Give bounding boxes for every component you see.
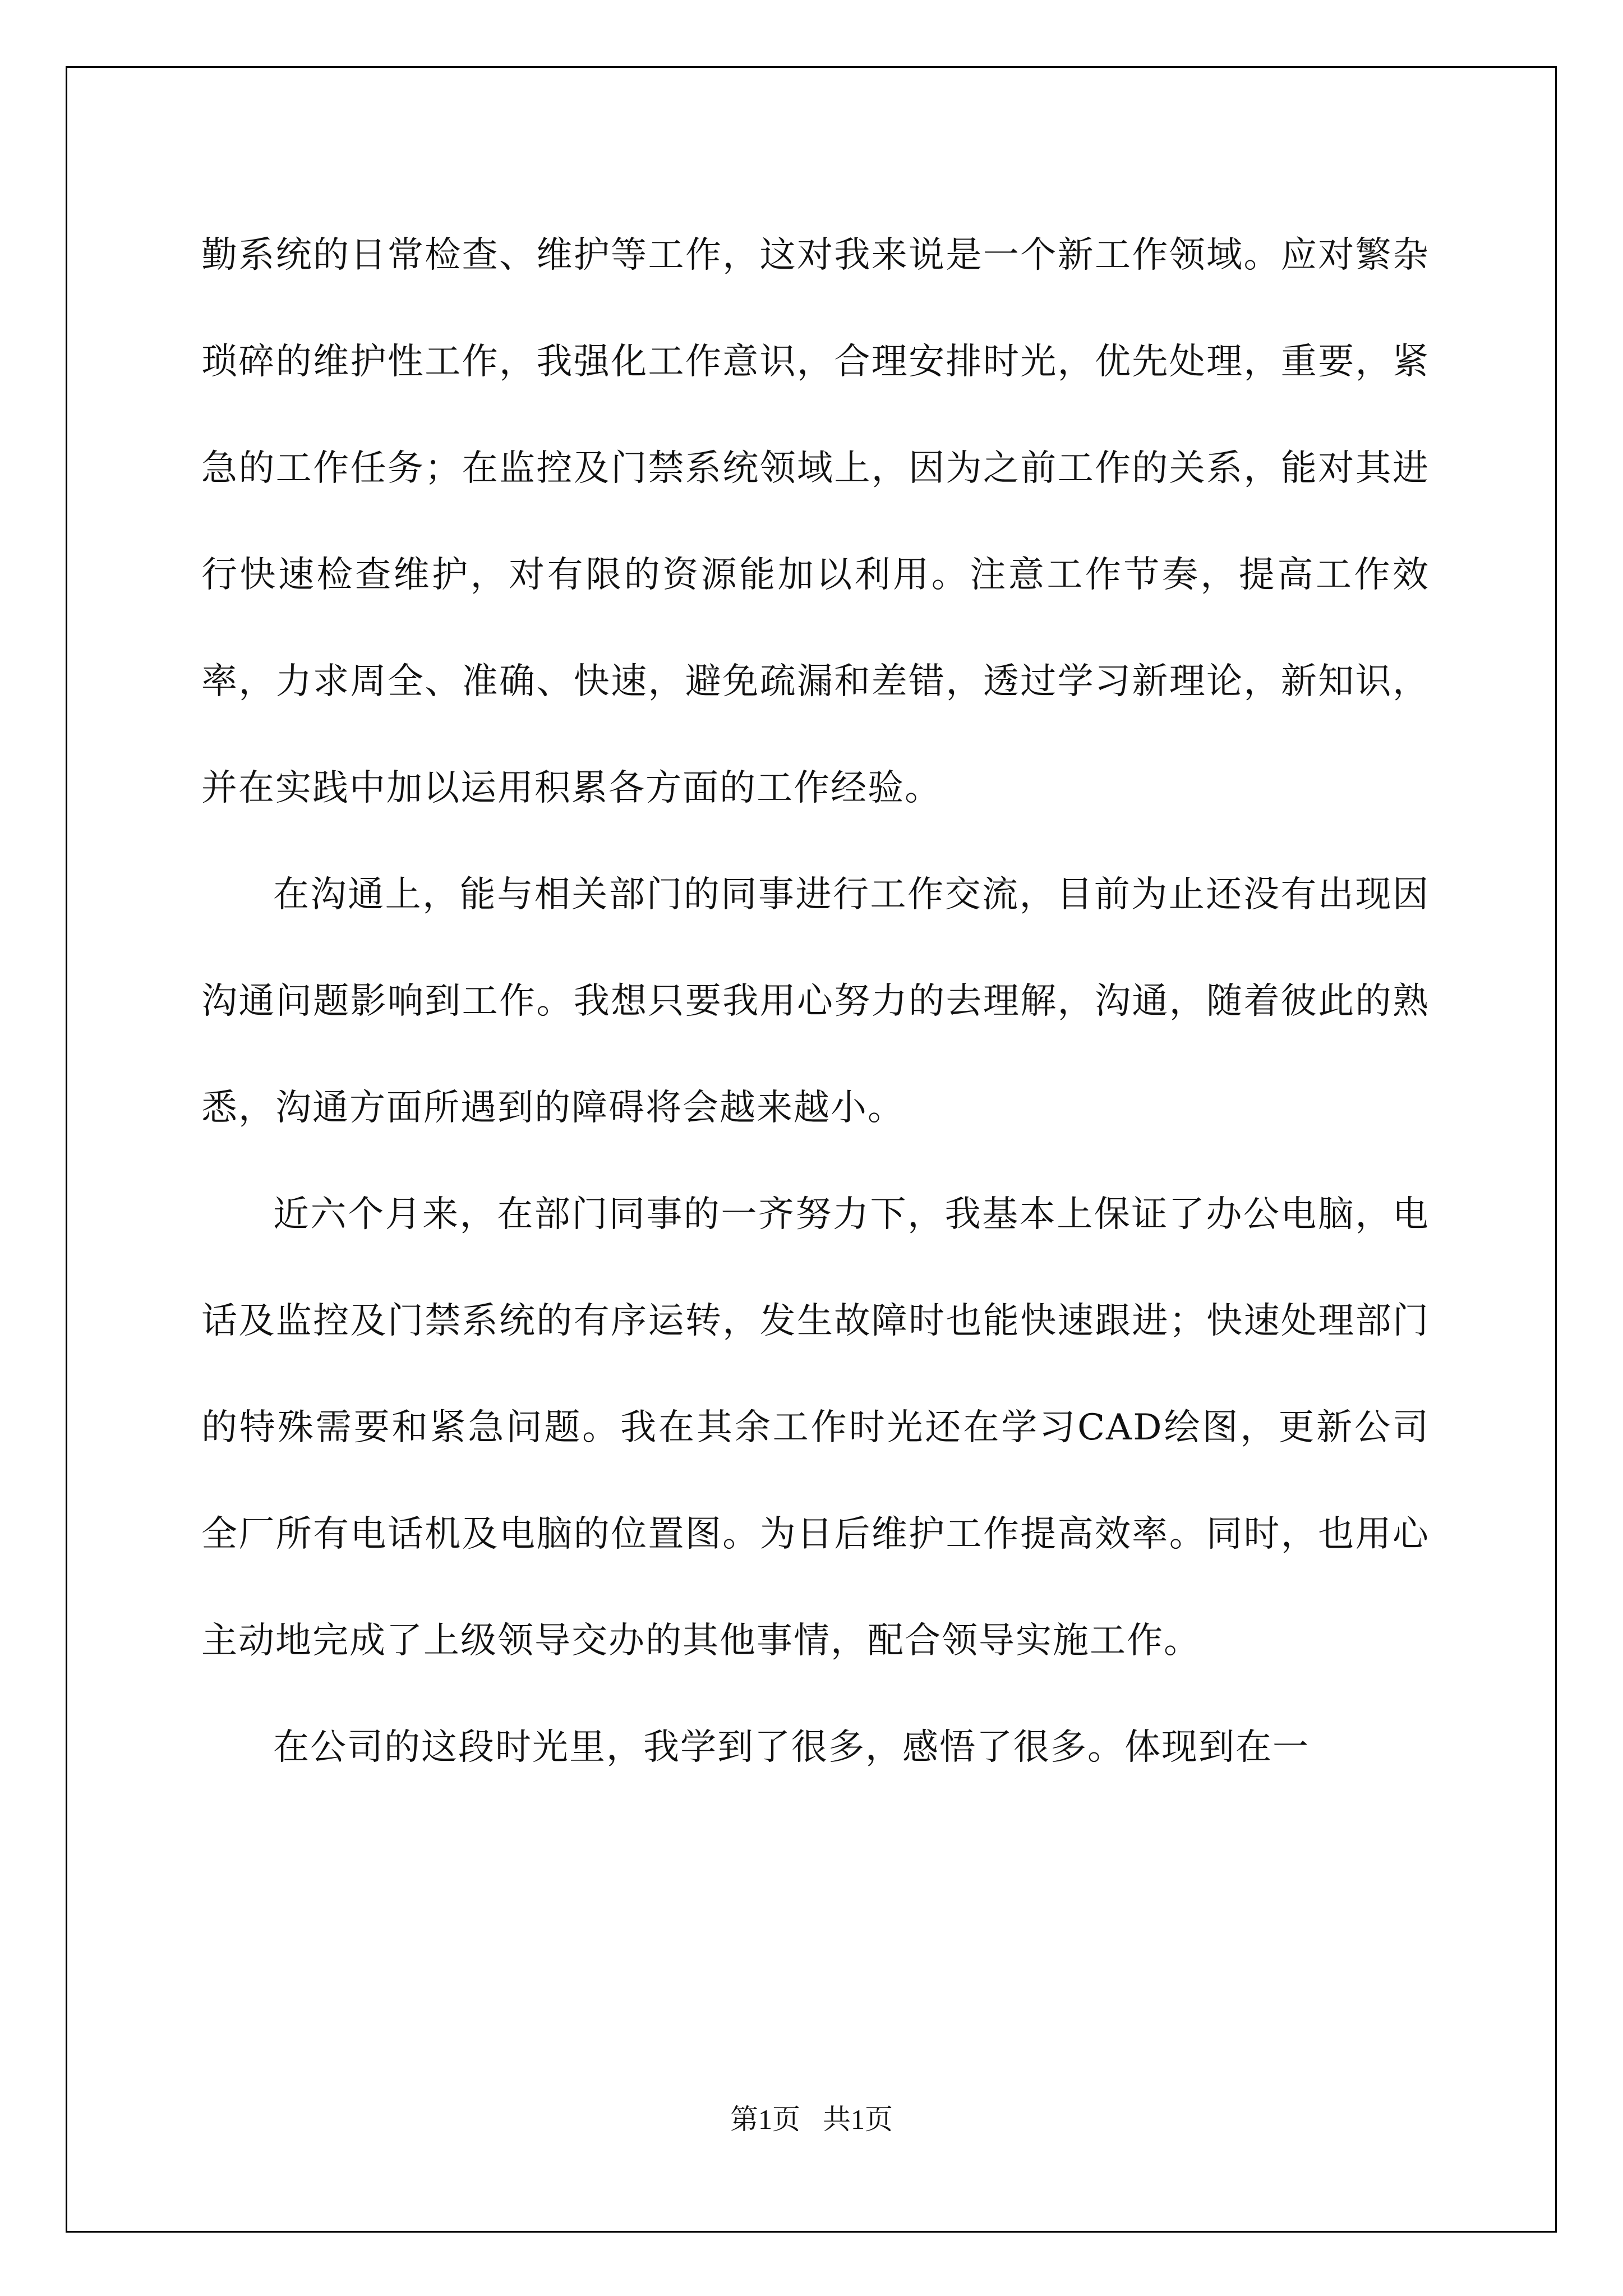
- page-number-current: 第1页: [730, 2104, 800, 2135]
- paragraph-2: 在沟通上，能与相关部门的同事进行工作交流，目前为止还没有出现因沟通问题影响到工作。我想只要我用心努力的去理解，沟通，随着彼此的熟悉，沟通方面所遇到的障碍将会越来越小。: [201, 874, 1430, 1129]
- document-body: [201, 202, 1430, 1801]
- paragraph-1: 勤系统的日常检查、维护等工作，这对我来说是一个新工作领域。应对繁杂琐碎的维护性工作，我强化工作意识，合理安排时光，优先处理，重要，紧急的工作任务；在监控及门禁系统领域上，因为之前工作的关系，能对其进行快速检查维护，对有限的资源能加以利用。注意工作节奏，提高工作效率，力求周全、准确、快速，避免疏漏和差错，透过学习新理论，新知识，并在实践中加以运用积累各方面的工作经验。: [201, 234, 1430, 809]
- page-footer: [0, 2097, 1623, 2137]
- page-number-total: 共1页: [823, 2104, 893, 2135]
- paragraph-3: 近六个月来，在部门同事的一齐努力下，我基本上保证了办公电脑，电话及监控及门禁系统的有序运转，发生故障时也能快速跟进；快速处理部门的特殊需要和紧急问题。我在其余工作时光还在学习CAD绘图，更新公司全厂所有电话机及电脑的位置图。为日后维护工作提高效率。同时，也用心主动地完成了上级领导交办的其他事情，配合领导实施工作。: [201, 1194, 1430, 1662]
- paragraph-4: 在公司的这段时光里，我学到了很多，感悟了很多。体现到在一: [273, 1727, 1310, 1768]
